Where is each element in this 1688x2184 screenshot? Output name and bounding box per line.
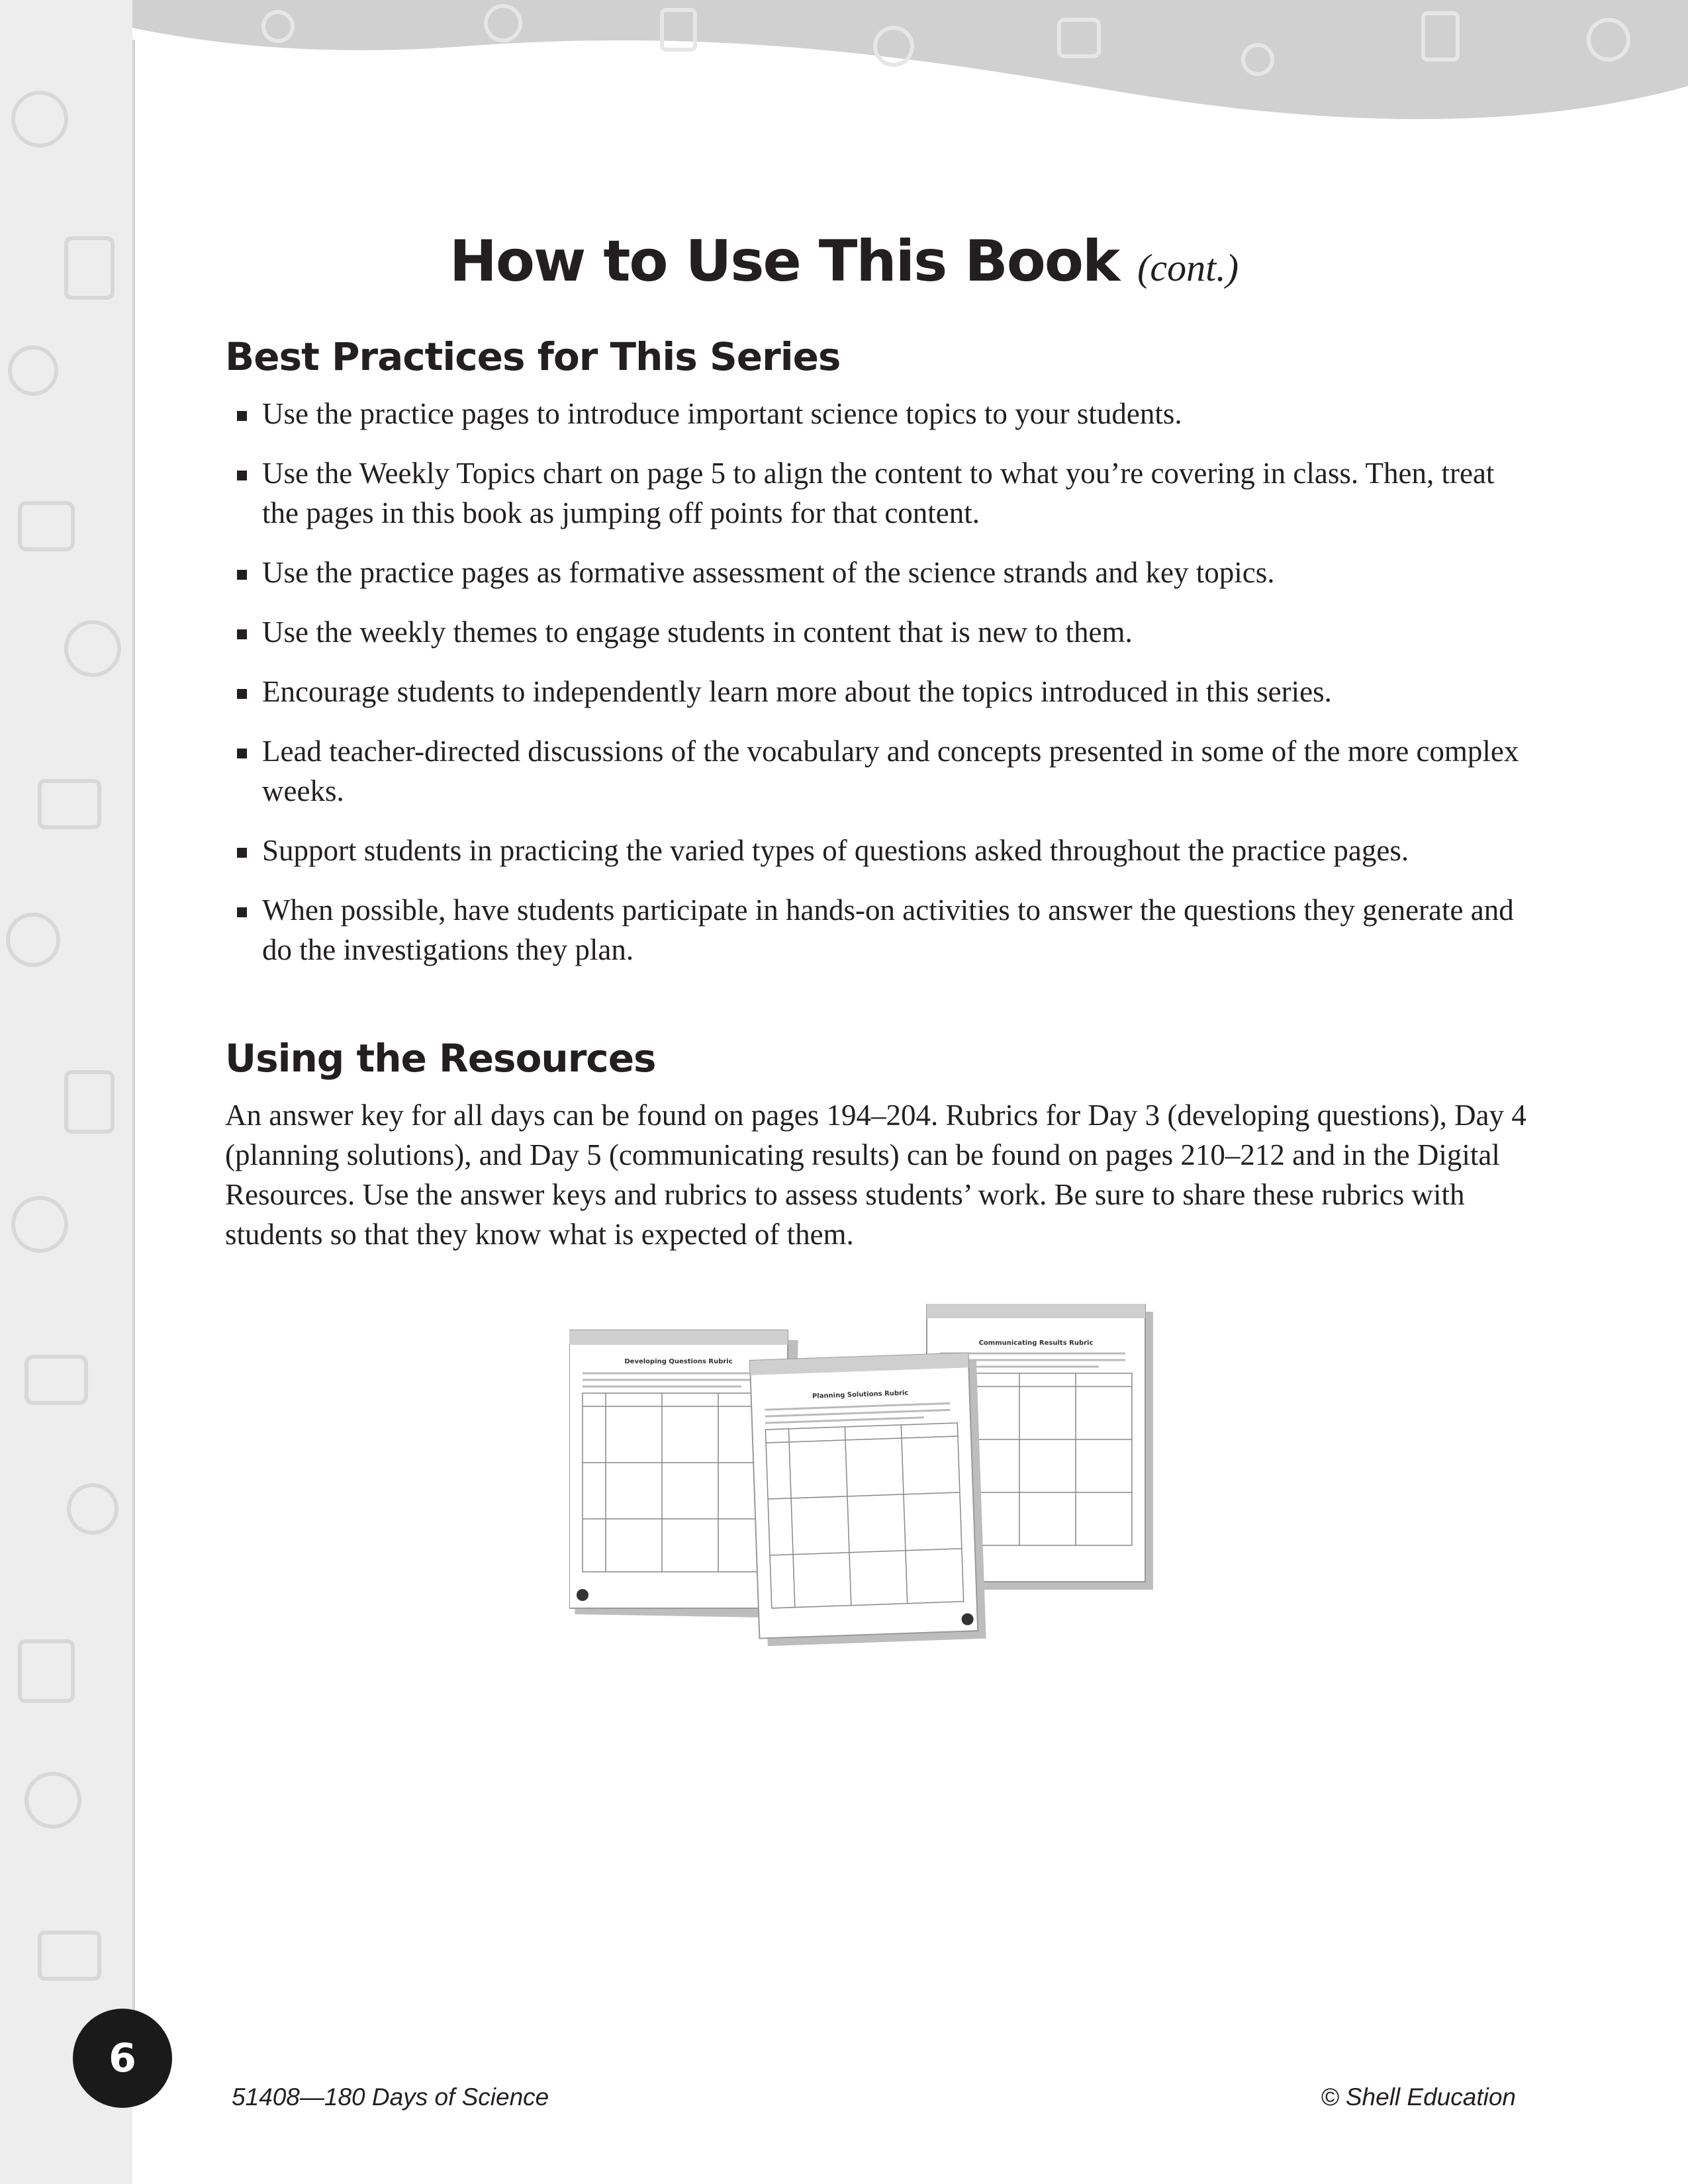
resources-paragraph: An answer key for all days can be found on pages 194–204. Rubrics for Day 3 (developing questions), Day 4 (planning solutions), and Day 5 (communicating results) can be found on pages 210–212 and in the Digital Resources. Use the answer keys and rubrics to assess students’ work. Be sure to share these rubrics with students so that they know what is expected of them.	[225, 1099, 1526, 1251]
rubric-title-planning: Planning Solutions Rubric	[812, 1389, 909, 1400]
bullet-square-icon	[237, 848, 247, 858]
list-item-text: When possible, have students participate in hands-on activities to answer the questions they generate and do the investigations they plan.	[262, 893, 1514, 966]
list-item	[225, 453, 1536, 533]
bullet-square-icon	[237, 629, 247, 639]
list-item	[225, 731, 1536, 811]
bullet-square-icon	[237, 471, 247, 480]
rubric-thumbnail-planning	[750, 1353, 986, 1647]
list-item-text: Use the weekly themes to engage students in content that is new to them.	[262, 615, 1133, 649]
page-title-text: How to Use This Book	[449, 228, 1119, 295]
list-item	[225, 831, 1536, 870]
list-item	[225, 672, 1536, 711]
rubric-title-developing: Developing Questions Rubric	[624, 1358, 733, 1365]
left-margin-decoration	[0, 0, 132, 2184]
margin-divider	[132, 40, 135, 2065]
bullet-square-icon	[237, 570, 247, 580]
list-item	[225, 553, 1536, 592]
bullet-square-icon	[237, 411, 247, 421]
list-item-text: Lead teacher-directed discussions of the vocabulary and concepts presented in some of the more complex weeks.	[262, 735, 1519, 807]
best-practices-list	[225, 394, 1536, 989]
best-practices-heading: Best Practices for This Series	[225, 334, 841, 379]
page-title	[0, 228, 1688, 295]
page-number-badge: 6	[73, 2009, 172, 2108]
list-item-text: Use the practice pages to introduce important science topics to your students.	[262, 397, 1182, 430]
bullet-square-icon	[237, 689, 247, 699]
list-item-text: Support students in practicing the varied types of questions asked throughout the practice pages.	[262, 834, 1409, 867]
bullet-square-icon	[237, 749, 247, 758]
list-item-text: Use the practice pages as formative assessment of the science strands and key topics.	[262, 556, 1275, 589]
footer-copyright: © Shell Education	[1321, 2083, 1516, 2111]
list-item	[225, 394, 1536, 433]
list-item-text: Use the Weekly Topics chart on page 5 to align the content to what you’re covering in class. Then, treat the pages in this book as jumping off points for that content.	[262, 457, 1495, 529]
page-title-suffix: (cont.)	[1137, 246, 1239, 289]
resources-heading: Using the Resources	[225, 1036, 656, 1081]
rubric-title-communicating: Communicating Results Rubric	[978, 1340, 1094, 1347]
bullet-square-icon	[237, 907, 247, 917]
footer-book-title: 51408—180 Days of Science	[232, 2083, 549, 2111]
rubric-thumbnails	[569, 1304, 1165, 1648]
list-item-text: Encourage students to independently learn more about the topics introduced in this series.	[262, 675, 1332, 708]
list-item	[225, 890, 1536, 970]
list-item	[225, 612, 1536, 652]
header-wave-decoration	[0, 0, 1688, 132]
